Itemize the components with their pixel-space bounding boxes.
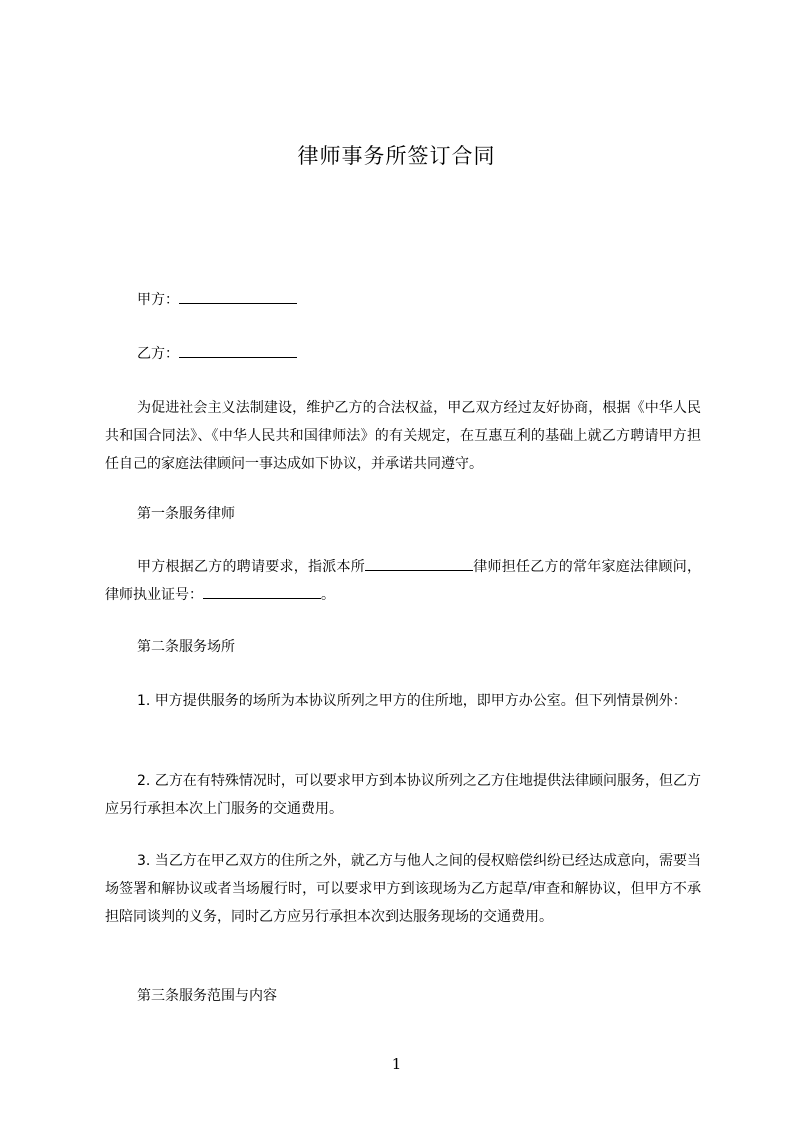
party-a-line bbox=[137, 286, 297, 314]
article1-heading: 第一条服务律师 bbox=[137, 506, 235, 522]
party-b-line bbox=[137, 340, 297, 368]
party-a-blank bbox=[179, 289, 297, 304]
article1-text-part2: 律师担任乙方的常年家庭法律顾问，律师执业证号： bbox=[105, 559, 701, 603]
party-a-label: 甲方： bbox=[137, 292, 179, 308]
article2-heading: 第二条服务场所 bbox=[137, 639, 235, 655]
article3-heading: 第三条服务范围与内容 bbox=[137, 988, 277, 1004]
preamble-paragraph: 为促进社会主义法制建设，维护乙方的合法权益，甲乙双方经过友好协商，根据《中华人民共和国合同法》、《中华人民共和国律师法》的有关规定，在互惠互利的基础上就乙方聘请甲方担任自己的家庭法律顾问一事达成如下协议，并承诺共同遵守。 bbox=[105, 400, 701, 472]
article1-paragraph bbox=[105, 553, 701, 609]
party-b-label: 乙方： bbox=[137, 346, 179, 362]
page-number: 1 bbox=[391, 1055, 402, 1073]
party-b-blank bbox=[179, 343, 297, 358]
article2-item3: 3. 当乙方在甲乙双方的住所之外，就乙方与他人之间的侵权赔偿纠纷已经达成意向，需要当场签署和解协议或者当场履行时，可以要求甲方到该现场为乙方起草/审查和解协议，但甲方不承担陪同谈判的义务，同时乙方应另行承担本次到达服务现场的交通费用。 bbox=[105, 853, 701, 925]
article1-text-part1: 甲方根据乙方的聘请要求，指派本所 bbox=[137, 559, 365, 575]
lawyer-name-blank bbox=[365, 556, 473, 571]
document-title: 律师事务所签订合同 bbox=[297, 144, 496, 168]
article2-item1: 1. 甲方提供服务的场所为本协议所列之甲方的住所地，即甲方办公室。但下列情景例外： bbox=[137, 693, 687, 709]
article2-item2: 2. 乙方在有特殊情况时，可以要求甲方到本协议所列之乙方住地提供法律顾问服务，但乙方应另行承担本次上门服务的交通费用。 bbox=[105, 773, 701, 817]
article1-text-part3: 。 bbox=[321, 587, 335, 603]
license-number-blank bbox=[203, 584, 321, 599]
